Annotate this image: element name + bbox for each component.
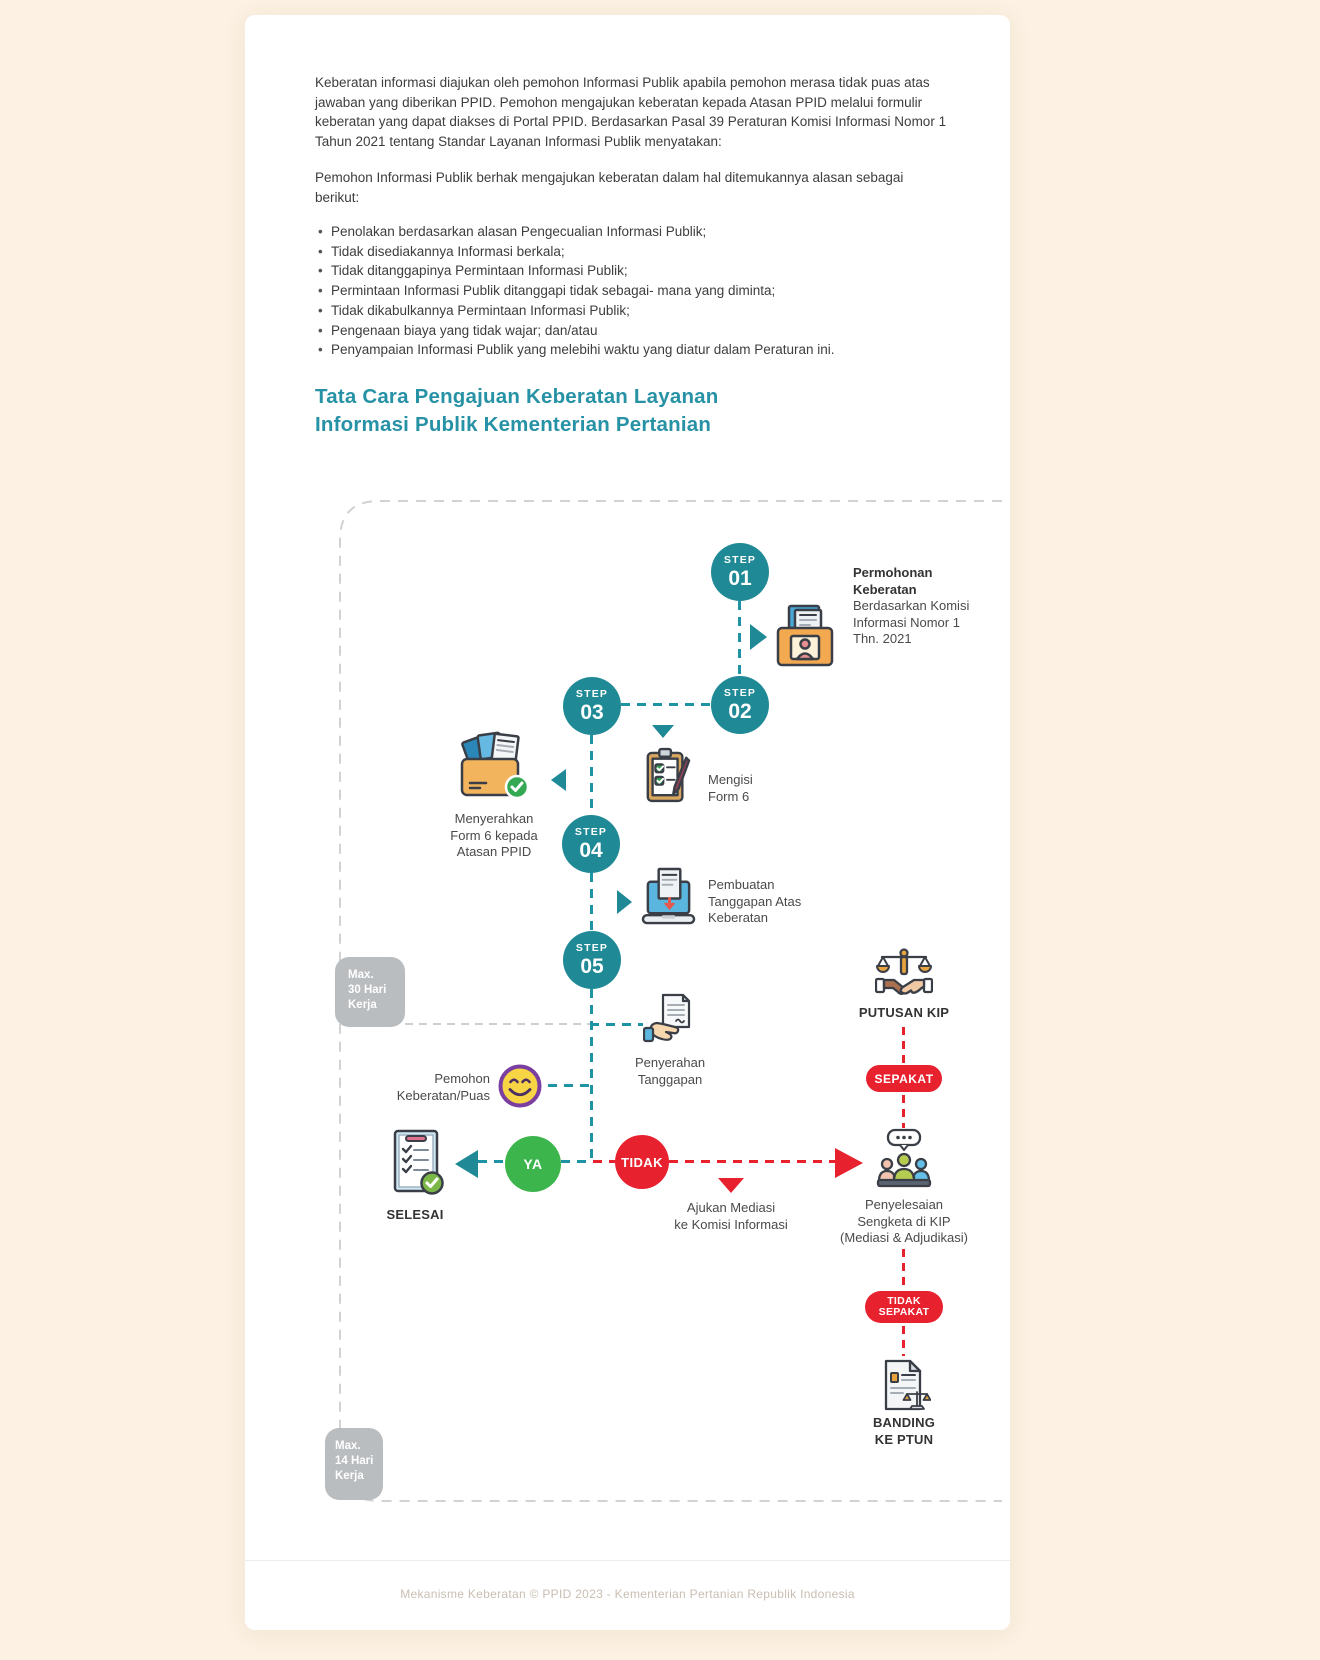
max-30-days-badge: Max. 30 Hari Kerja [335,957,405,1027]
step-05-badge: STEP 05 [563,931,621,989]
footer-text: Mekanisme Keberatan © PPID 2023 - Kementerian Pertanian Republik Indonesia [400,1587,855,1601]
ajukan-mediasi-label: Ajukan Mediasi ke Komisi Informasi [674,1200,788,1232]
connector-step5-penyerahan [590,1023,643,1026]
list-item: • Tidak dikabulkannya Permintaan Informasi Publik; [317,301,962,321]
menyerahkan-label: Menyerahkan Form 6 kepada Atasan PPID [450,811,538,859]
checklist-done-icon [387,1128,445,1196]
flowchart [245,15,1010,1630]
list-item: • Tidak disediakannya Informasi berkala; [317,242,962,262]
arrow-right-icon [617,890,632,914]
list-item: • Tidak ditanggapinya Permintaan Informasi Publik; [317,261,962,281]
connector-pemohon [548,1084,590,1087]
connector-junction-tidak [593,1160,615,1163]
list-item: • Pengenaan biaya yang tidak wajar; dan/atau [317,321,962,341]
connector-step1-step2 [738,601,741,676]
tidak-sepakat-badge: TIDAK SEPAKAT [865,1291,943,1323]
max-14-days-badge: Max. 14 Hari Kerja [325,1428,383,1500]
arrow-right-icon [750,624,767,650]
step-03-badge: STEP 03 [563,677,621,735]
document-scales-icon [877,1358,931,1412]
connector-tidak-sengketa [669,1160,835,1163]
putusan-kip-label: PUTUSAN KIP [858,1005,950,1020]
connector-step5-decision [590,989,593,1163]
ya-decision-badge: YA [505,1136,561,1192]
step-04-badge: STEP 04 [562,815,620,873]
section-heading-line1: Tata Cara Pengajuan Keberatan Layanan [315,385,719,408]
connector-sengketa-tidaksepakat [902,1249,905,1289]
folder-person-icon [775,603,835,669]
arrow-left-icon [551,769,566,791]
penyerahan-label: Penyerahan Tanggapan [634,1055,706,1087]
connector-step4-step5 [590,873,593,931]
arrow-down-icon [718,1178,744,1193]
section-heading-line2: Informasi Publik Kementerian Pertanian [315,413,712,436]
connector-step3-step4 [590,735,593,815]
people-meeting-icon [876,1128,932,1192]
connector-ya-junction [561,1160,590,1163]
step-02-badge: STEP 02 [711,676,769,734]
list-item: • Penyampaian Informasi Publik yang melebihi waktu yang diatur dalam Peraturan ini. [317,340,962,360]
step-01-badge: STEP 01 [711,543,769,601]
permohonan-label: Permohonan Keberatan Berdasarkan Komisi Informasi Nomor 1 Thn. 2021 [853,565,970,646]
arrow-down-icon [652,725,674,738]
arrow-right-icon [835,1148,863,1178]
sengketa-label: Penyelesaian Sengketa di KIP (Mediasi & Adjudikasi) [840,1197,968,1245]
connector-sepakat-sengketa [902,1095,905,1128]
list-item: • Permintaan Informasi Publik ditanggapi tidak sebagai- mana yang diminta; [317,281,962,301]
scales-handshake-icon [875,946,933,1002]
hand-document-icon [643,992,695,1044]
pemohon-puas-label: Pemohon Keberatan/Puas [396,1071,490,1103]
selesai-label: SELESAI [386,1207,444,1222]
clipboard-pencil-icon [643,746,691,804]
banding-ptun-label: BANDING KE PTUN [872,1415,936,1447]
tidak-decision-badge: TIDAK [615,1135,669,1189]
smiley-face-icon [497,1063,543,1109]
section-divider-line [405,1023,590,1025]
folder-check-icon [457,731,533,805]
mengisi-label: Mengisi Form 6 [708,772,753,804]
list-item: • Penolakan berdasarkan alasan Pengecualian Informasi Publik; [317,222,962,242]
connector-tidaksepakat-banding [902,1326,905,1356]
footer-divider [245,1560,1010,1561]
intro-paragraph: Keberatan informasi diajukan oleh pemohon Informasi Publik apabila pemohon merasa tidak puas atas jawaban yang diberikan PPID. Pemohon mengajukan keberatan kepada Atasan PPID melalui formulir keberatan yang dapat diakses di Portal PPID. Berdasarkan Pasal 39 Peraturan Komisi Informasi Nomor 1 Tahun 2021 tentang Standar Layanan Informasi Publik menyatakan: [315,75,947,149]
intro-paragraph-2: Pemohon Informasi Publik berhak mengajukan keberatan dalam hal ditemukannya alasan sebagai berikut: [315,170,904,205]
connector-putusan-sepakat [902,1027,905,1063]
connector-ya-selesai [478,1160,505,1163]
pembuatan-label: Pembuatan Tanggapan Atas Keberatan [708,877,802,925]
laptop-document-icon [640,866,697,929]
arrow-left-icon [455,1150,478,1178]
sepakat-badge: SEPAKAT [866,1065,942,1092]
content-card [245,15,1010,1630]
connector-step2-step3 [621,703,711,706]
